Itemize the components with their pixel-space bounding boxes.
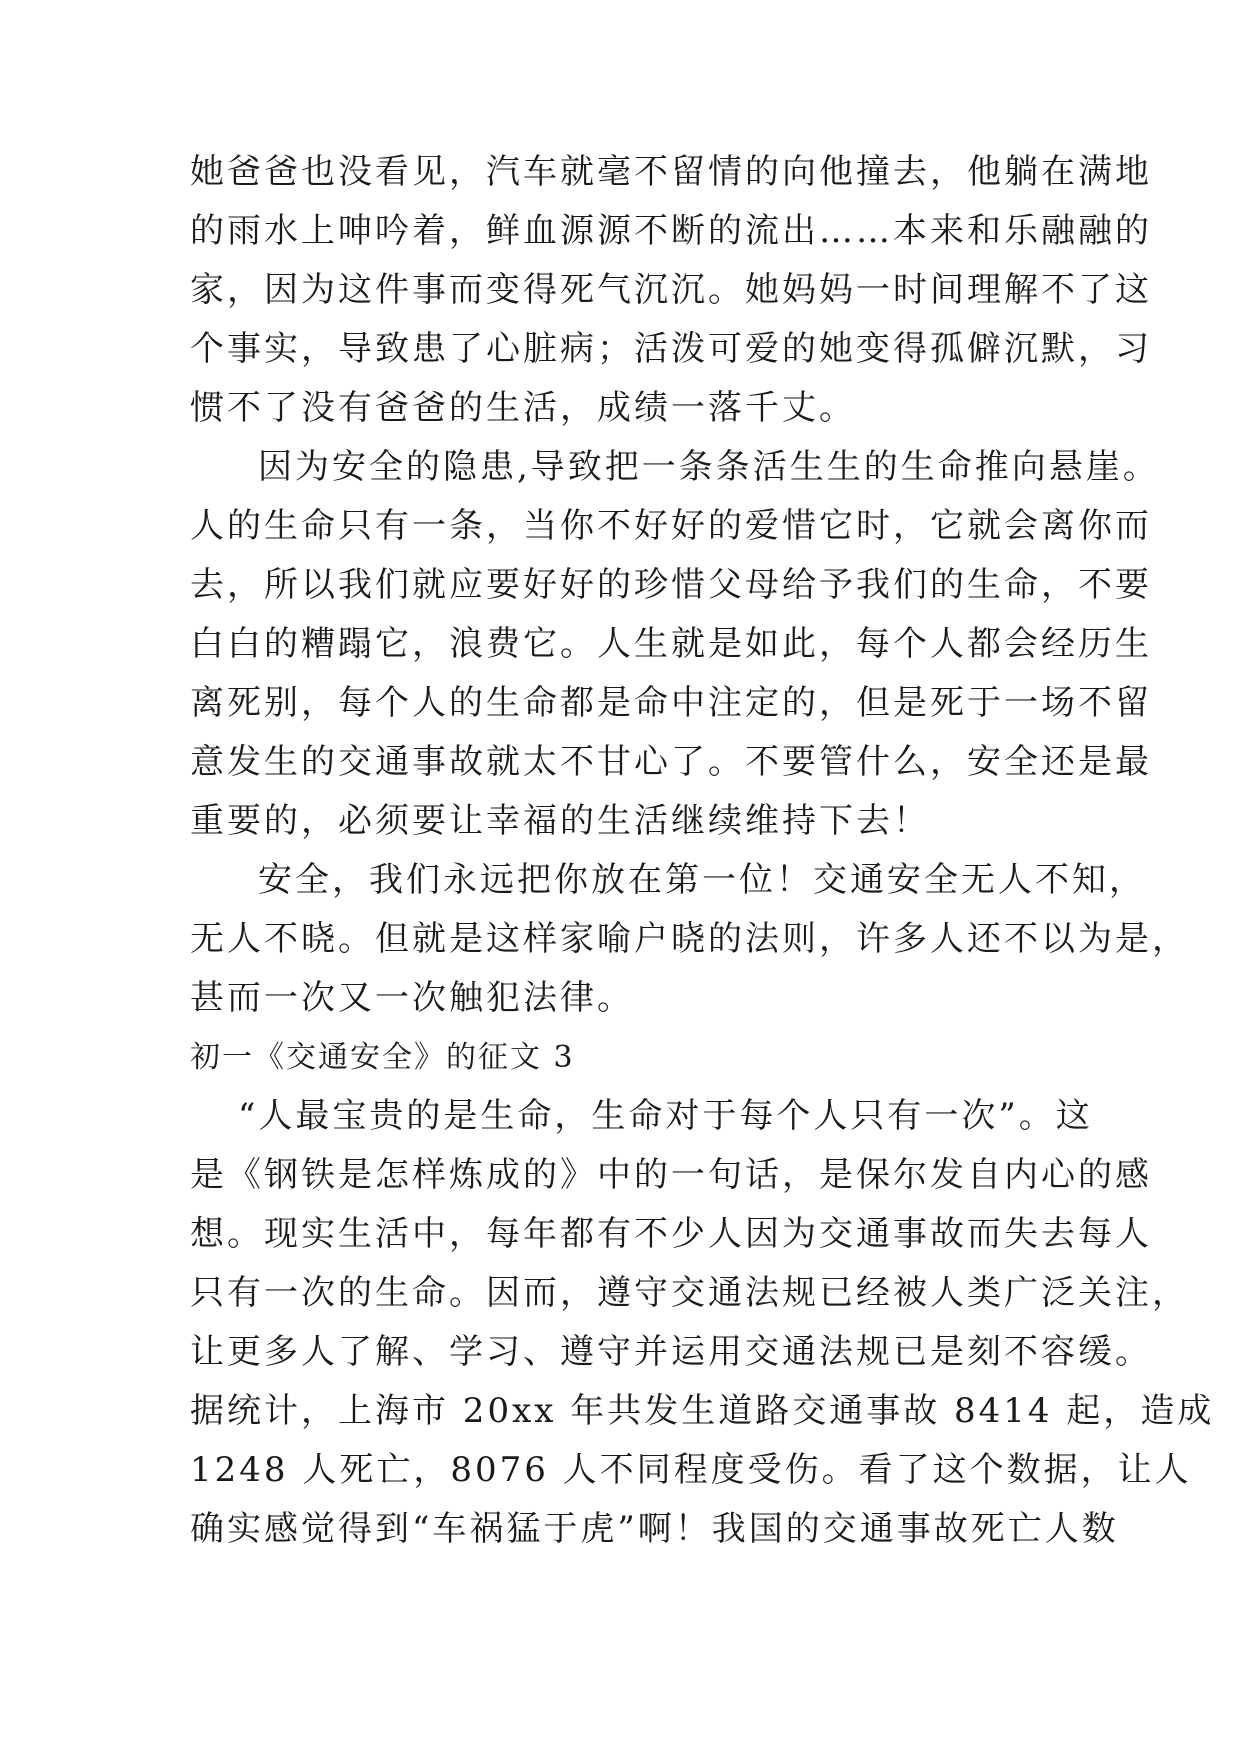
text-line: 让更多人了解、学习、遵守并运用交通法规已是刻不容缓。 [190,1332,1152,1372]
paragraph-3 [190,851,1189,1028]
text-line: 离死别，每个人的生命都是命中注定的，但是死于一场不留 [190,683,1152,723]
text-line: 是《钢铁是怎样炼成的》中的一句话，是保尔发自内心的感 [190,1155,1152,1195]
text-line: 甚而一次又一次触犯法律。 [190,978,634,1018]
text-line: 1248 人死亡，8076 人不同程度受伤。看了这个数据，让人 [190,1450,1192,1490]
text-line: 确实感觉得到“车祸猛于虎”啊！我国的交通事故死亡人数 [190,1509,1119,1549]
text-line: 家，因为这件事而变得死气沉沉。她妈妈一时间理解不了这 [190,270,1152,310]
text-line: 只有一次的生命。因而，遵守交通法规已经被人类广泛关注， [190,1273,1189,1313]
text-line: 人的生命只有一条，当你不好好的爱惜它时，它就会离你而 [190,506,1152,546]
text-line: “人最宝贵的是生命，生命对于每个人只有一次”。这 [238,1096,1093,1136]
text-line: 据统计，上海市 20xx 年共发生道路交通事故 8414 起，造成 [190,1391,1215,1431]
text-line: 的雨水上呻吟着，鲜血源源不断的流出……本来和乐融融的 [190,211,1152,251]
text-line: 想。现实生活中，每年都有不少人因为交通事故而失去每人 [190,1214,1152,1254]
text-line: 安全，我们永远把你放在第一位！交通安全无人不知， [258,860,1146,900]
text-line: 重要的，必须要让幸福的生活继续维持下去！ [190,801,930,841]
document-body [190,143,1215,1559]
section-heading: 初一《交通安全》的征文 3 [190,1040,575,1075]
text-line: 无人不晓。但就是这样家喻户晓的法则，许多人还不以为是， [190,919,1189,959]
text-line: 白白的糟蹋它，浪费它。人生就是如此，每个人都会经历生 [190,624,1152,664]
text-line: 她爸爸也没看见，汽车就毫不留情的向他撞去，他躺在满地 [190,152,1152,192]
text-line: 惯不了没有爸爸的生活，成绩一落千丈。 [190,388,856,428]
paragraph-2 [190,438,1160,851]
text-line: 因为安全的隐患,导致把一条条活生生的生命推向悬崖。 [258,447,1160,487]
text-line: 去，所以我们就应要好好的珍惜父母给予我们的生命，不要 [190,565,1152,605]
text-line: 意发生的交通事故就太不甘心了。不要管什么，安全还是最 [190,742,1152,782]
paragraph-1 [190,143,1152,438]
paragraph-4 [190,1087,1215,1559]
text-line: 个事实，导致患了心脏病；活泼可爱的她变得孤僻沉默，习 [190,329,1152,369]
